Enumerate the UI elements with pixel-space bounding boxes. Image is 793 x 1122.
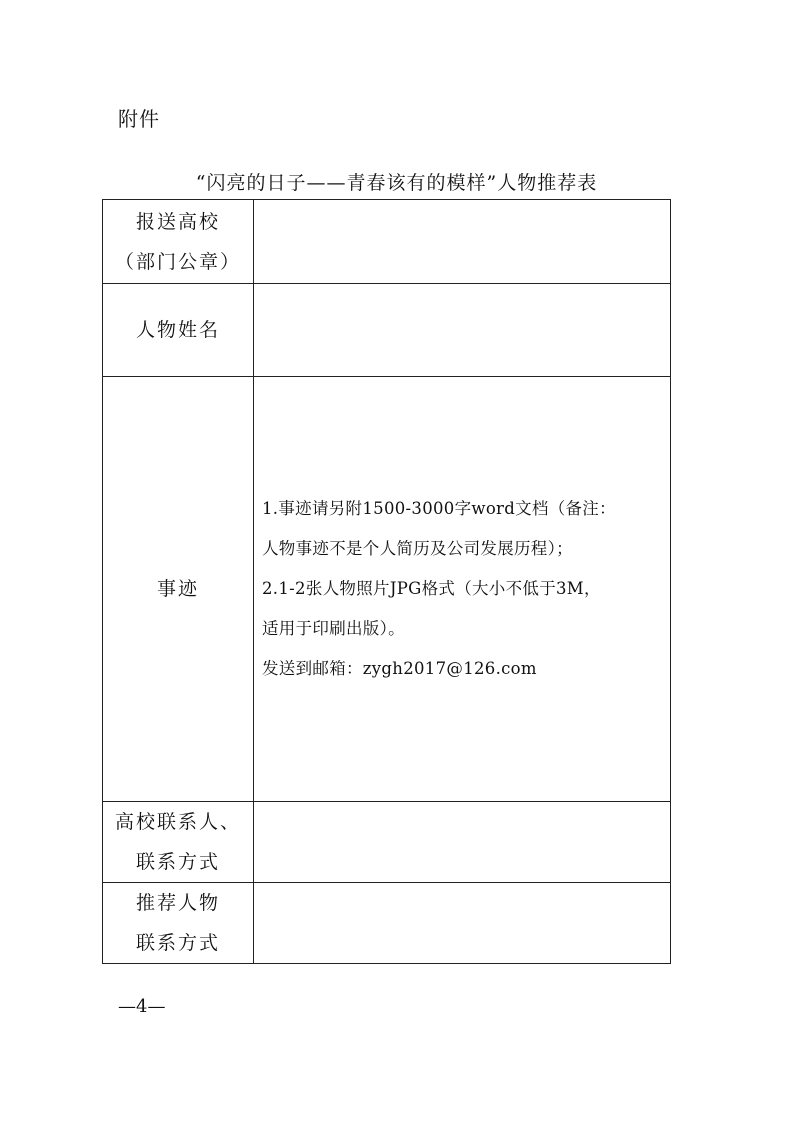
deeds-label: 事迹 [156,578,199,600]
deeds-field[interactable] [254,377,671,802]
name-row [103,284,671,377]
deeds-instruction-line: 1.事迹请另附1500-3000字word文档（备注： [262,499,616,518]
school-label-cell [103,200,254,284]
school-contact-label-cell [103,802,254,883]
school-contact-label: 高校联系人、 [114,811,241,833]
form-title: “闪亮的日子——青春该有的模样”人物推荐表 [195,172,598,194]
person-contact-field[interactable] [254,883,671,964]
deeds-instructions [254,489,670,689]
school-contact-method-label: 联系方式 [135,851,220,873]
deeds-instruction-line: 适用于印刷出版）。 [262,619,405,638]
name-field[interactable] [254,284,671,377]
deeds-row [103,377,671,802]
person-contact-label-cell [103,883,254,964]
person-contact-label: 推荐人物 [135,892,220,914]
name-label: 人物姓名 [135,319,220,341]
recommendation-form-table [102,199,671,964]
attachment-label: 附件 [118,107,160,131]
department-seal-label: （部门公章） [114,250,241,273]
school-contact-field[interactable] [254,802,671,883]
name-label-cell [103,284,254,377]
deeds-instruction-line: 2.1-2张人物照片JPG格式（大小不低于3M， [262,579,601,598]
deeds-instruction-line: 人物事迹不是个人简历及公司发展历程）； [262,539,573,558]
school-label: 报送高校 [135,210,220,233]
school-contact-row [103,802,671,883]
submission-email-line: 发送到邮箱：zygh2017@126.com [262,659,537,678]
page-number: —4— [118,996,166,1017]
school-field[interactable] [254,200,671,284]
deeds-label-cell [103,377,254,802]
person-contact-row [103,883,671,964]
school-row [103,200,671,284]
person-contact-method-label: 联系方式 [135,932,220,954]
